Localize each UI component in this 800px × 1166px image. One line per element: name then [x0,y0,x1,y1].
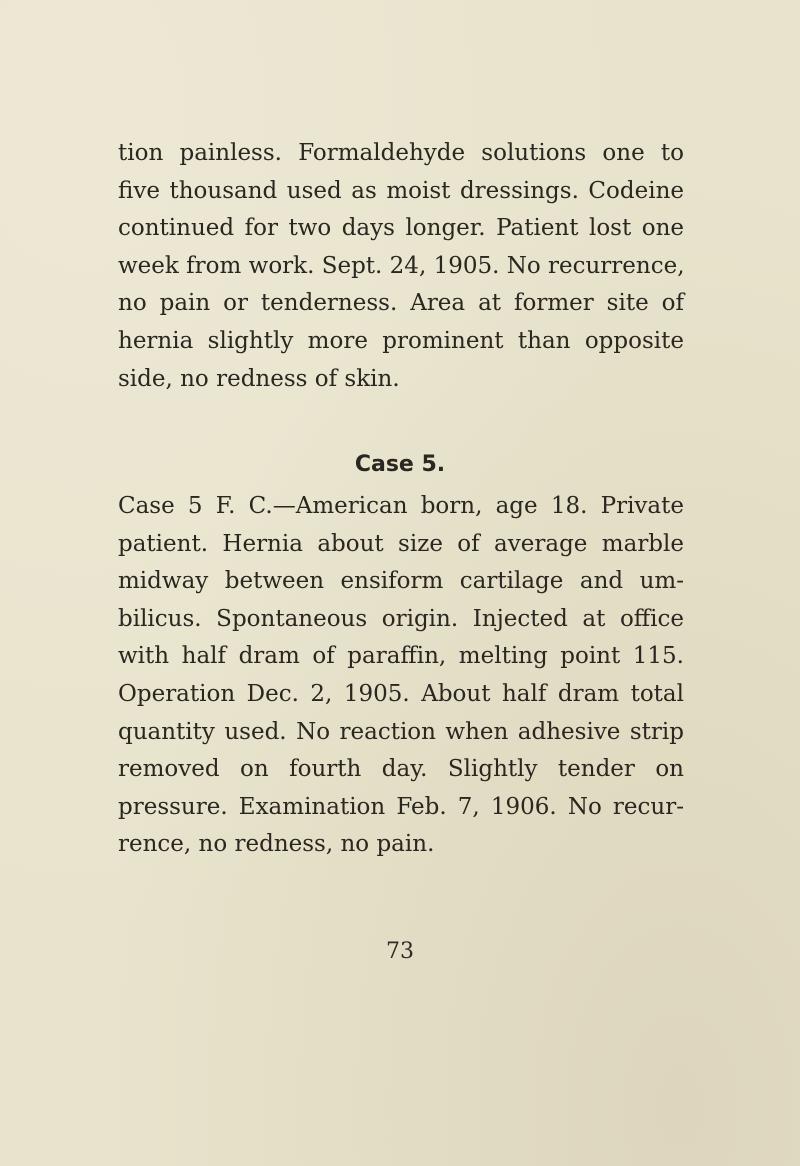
text-line: removed on fourth day. Slightly tender on [118,756,684,783]
text-line: five thousand used as moist dressings. Codeine [118,177,684,204]
text-line: rence, no redness, no pain. [118,831,435,858]
text-line: midway between ensiform cartilage and um- [118,568,684,595]
text-line: pressure. Examination Feb. 7, 1906. No recur- [118,793,684,820]
text-line: patient. Hernia about size of average marble [118,530,684,557]
text-line: Case 5 F. C.—American born, age 18. Private [118,493,684,519]
text-line: tion painless. Formaldehyde solutions one to [118,140,684,166]
text-line: Operation Dec. 2, 1905. About half dram total [118,680,684,707]
paragraph-case-4-continuation [118,135,684,398]
text-line: bilicus. Spontaneous origin. Injected at office [118,605,684,632]
text-line: no pain or tenderness. Area at former site of [118,290,684,317]
text-line: continued for two days longer. Patient lost one [118,215,684,242]
case-heading: Case 5. [354,452,446,477]
paragraph-case-5 [118,488,684,864]
text-line: week from work. Sept. 24, 1905. No recurrence, [118,252,685,279]
text-line: quantity used. No reaction when adhesive strip [118,718,684,745]
text-line: with half dram of paraffin, melting point 115. [118,643,684,670]
page-number: 73 [386,939,414,964]
text-line: hernia slightly more prominent than opposite [118,327,684,354]
text-line: side, no redness of skin. [118,365,400,392]
